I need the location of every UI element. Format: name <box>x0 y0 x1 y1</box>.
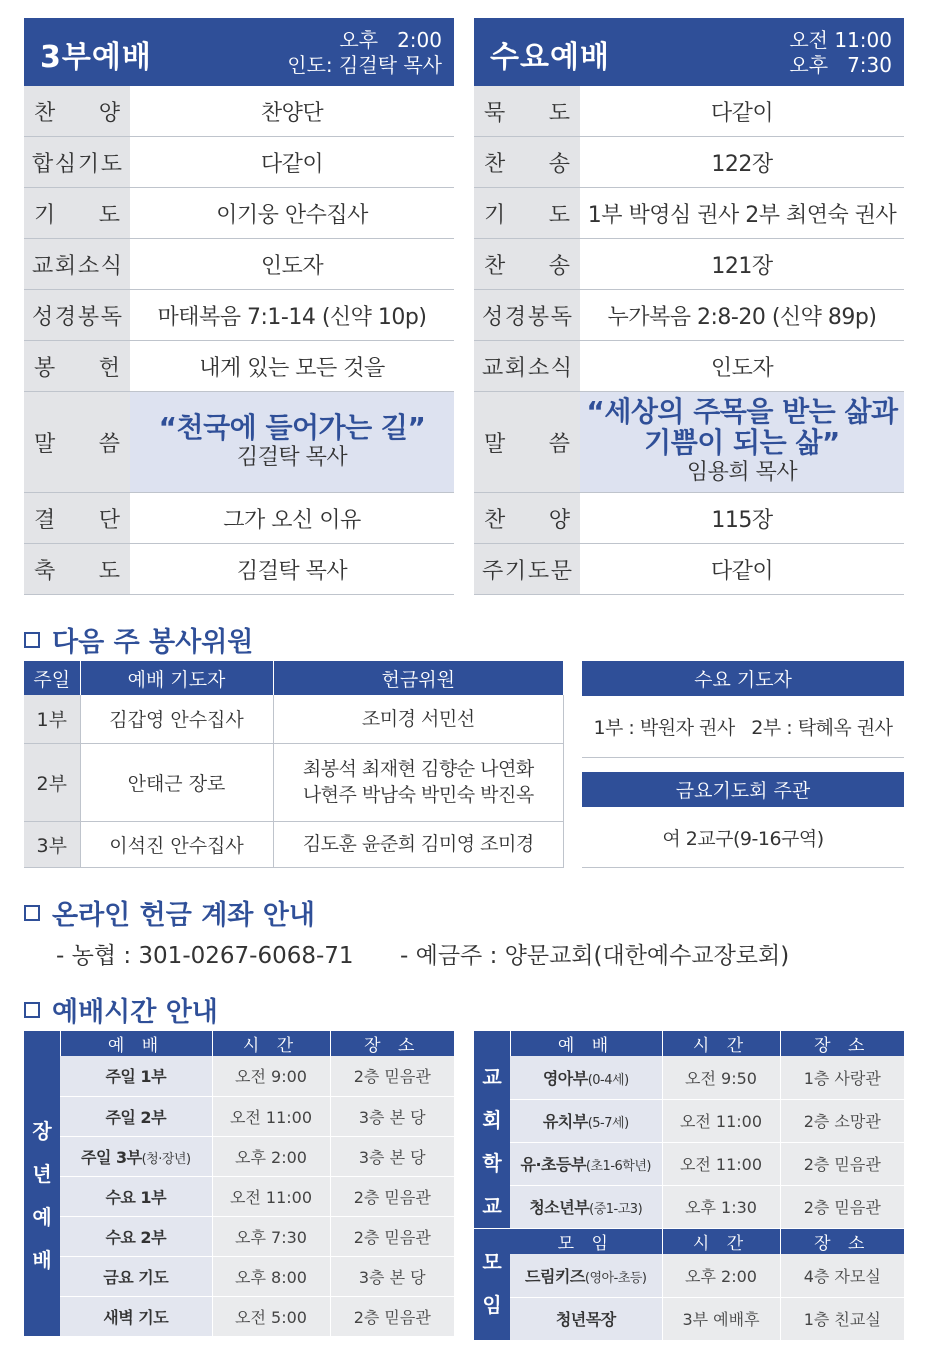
label-char: 찬 <box>484 507 506 533</box>
vertical-char: 임 <box>482 1293 502 1318</box>
vertical-char: 교 <box>482 1194 502 1218</box>
service3-header <box>24 18 454 86</box>
time-cell: 오후 7:30 <box>212 1216 330 1256</box>
row-value: 115장 <box>711 507 773 533</box>
row-label <box>474 137 580 187</box>
service-row <box>474 137 904 188</box>
label-char: 도 <box>98 558 120 584</box>
time-cell: 오전 11:00 <box>212 1096 330 1136</box>
group-label <box>474 1229 510 1341</box>
sermon-preacher: 임용희 목사 <box>686 460 798 485</box>
online-heading-text: 온라인 헌금 계좌 안내 <box>52 900 315 931</box>
schedule-heading <box>24 990 218 1029</box>
place-cell: 2층 믿음관 <box>330 1296 455 1336</box>
service-name-text: 금요 기도 <box>103 1267 169 1287</box>
friday-box <box>582 772 904 868</box>
part-cell: 2부 <box>24 743 80 821</box>
table-row <box>24 821 564 867</box>
service-name-sub: (청·장년) <box>141 1151 191 1167</box>
label-char: 심 <box>54 151 77 177</box>
label-char: 도 <box>98 202 120 228</box>
label-char: 송 <box>548 253 570 279</box>
time-cell: 오전 5:00 <box>212 1296 330 1336</box>
row-label <box>474 493 580 543</box>
row-label <box>474 341 580 391</box>
wednesday-meta: 오전 11:00 오후 7:30 <box>789 28 892 77</box>
service-name-sub: (초1-6학년) <box>585 1159 651 1175</box>
group-col: 장 소 <box>780 1229 905 1255</box>
vertical-char: 배 <box>32 1247 52 1272</box>
service-row <box>24 188 454 239</box>
table-row <box>24 1096 455 1136</box>
label-char: 기 <box>34 202 56 228</box>
table-row <box>24 743 564 821</box>
wednesday-panel <box>474 18 904 595</box>
wed-prayer-box <box>582 661 904 758</box>
label-char: 도 <box>548 100 570 126</box>
row-value: 김걸탁 목사 <box>236 558 348 584</box>
label-char: 찬 <box>484 253 506 279</box>
label-char: 축 <box>34 558 56 584</box>
service-name-text: 드림키즈 <box>525 1266 585 1286</box>
service-name <box>60 1216 212 1256</box>
label-char: 결 <box>34 507 56 533</box>
service-name-sub: (0-4세) <box>587 1072 629 1088</box>
prayer-cell: 안태근 장로 <box>80 743 273 821</box>
label-char: 씀 <box>548 431 570 457</box>
label-char: 경 <box>504 304 527 330</box>
label-char: 소 <box>77 253 100 279</box>
service-row <box>24 544 454 595</box>
offering-cell: 최봉석 최재현 김향순 나연화 나현주 박남숙 박민숙 박진옥 <box>273 743 564 821</box>
label-char: 경 <box>54 304 77 330</box>
row-value: 121장 <box>711 253 773 279</box>
label-char: 기 <box>484 202 506 228</box>
time-cell: 3부 예배후 <box>662 1297 780 1340</box>
row-label <box>474 188 580 238</box>
service-name <box>510 1185 662 1228</box>
schedule-heading-text: 예배시간 안내 <box>52 997 218 1028</box>
row-label <box>474 86 580 136</box>
place-cell: 2층 믿음관 <box>780 1142 905 1185</box>
service-name-text: 주일 1부 <box>105 1067 167 1087</box>
time-cell: 오전 11:00 <box>662 1099 780 1142</box>
row-value: 이기웅 안수집사 <box>216 202 368 228</box>
row-label <box>24 544 130 594</box>
online-heading <box>24 893 315 932</box>
service-row <box>474 493 904 544</box>
group-col: 모 임 <box>510 1229 662 1255</box>
service-row <box>24 392 454 493</box>
service-row <box>24 86 454 137</box>
service-name-text: 유·초등부 <box>520 1155 586 1175</box>
label-char: 찬 <box>34 100 56 126</box>
service-name <box>510 1297 662 1340</box>
service-row <box>474 392 904 493</box>
label-char: 양 <box>98 100 120 126</box>
sermon-preacher: 김걸탁 목사 <box>236 444 348 470</box>
vertical-char: 교 <box>482 1065 502 1089</box>
row-value: 다같이 <box>260 151 324 177</box>
col-prayer: 예배 기도자 <box>80 661 273 695</box>
row-label <box>24 188 130 238</box>
service-name-text: 새벽 기도 <box>103 1307 169 1327</box>
place-cell: 2층 소망관 <box>780 1099 905 1142</box>
service-name-text: 청년목장 <box>555 1310 616 1329</box>
service-name <box>60 1056 212 1096</box>
row-value: 1부 박영심 권사 2부 최연숙 권사 <box>587 202 897 228</box>
row-value: 누가복음 2:8-20 (신약 89p) <box>607 304 877 330</box>
school-corner <box>474 1031 510 1056</box>
time-cell: 오후 1:30 <box>662 1185 780 1228</box>
label-char: 교 <box>482 355 504 381</box>
label-char: 씀 <box>98 431 120 457</box>
table-row <box>24 1296 455 1336</box>
service-name-text: 영아부 <box>542 1068 588 1088</box>
row-label <box>24 290 130 340</box>
service-name-text: 수요 2부 <box>105 1227 167 1247</box>
label-char: 봉 <box>77 304 100 330</box>
table-row <box>24 695 564 743</box>
school-schedule-table <box>474 1031 905 1341</box>
vertical-char: 학 <box>482 1151 502 1175</box>
service-name-sub: (5-7세) <box>587 1116 629 1132</box>
table-row <box>474 1185 905 1228</box>
service-row <box>474 86 904 137</box>
row-label <box>24 493 130 543</box>
label-char: 회 <box>54 253 77 279</box>
offering-cell: 조미경 서민선 <box>273 695 564 743</box>
row-value: 내게 있는 모든 것을 <box>199 355 385 381</box>
service-row <box>474 290 904 341</box>
friday-value: 여 2교구(9-16구역) <box>582 807 904 868</box>
row-label <box>24 392 130 492</box>
table-row <box>24 1256 455 1296</box>
sermon-title: “세상의 주목을 받는 삶과 기쁨이 되는 삶” <box>586 395 898 459</box>
service-name <box>510 1056 662 1099</box>
row-label <box>24 341 130 391</box>
sermon-title: “천국에 들어가는 길” <box>158 410 426 444</box>
label-char: 기 <box>504 558 527 584</box>
wednesday-rows <box>474 86 904 595</box>
service-name <box>510 1099 662 1142</box>
adult-label <box>24 1056 60 1336</box>
prayer-cell: 이석진 안수집사 <box>80 821 273 867</box>
row-label <box>24 86 130 136</box>
table-row <box>474 1142 905 1185</box>
volunteers-heading-text: 다음 주 봉사위원 <box>52 627 254 658</box>
label-char: 식 <box>100 253 122 279</box>
service-row <box>474 544 904 595</box>
row-label <box>24 239 130 289</box>
wednesday-header <box>474 18 904 86</box>
service-name <box>60 1256 212 1296</box>
col-offering: 헌금위원 <box>273 661 564 695</box>
label-char: 주 <box>482 558 504 584</box>
school-label <box>474 1056 510 1229</box>
service-name <box>510 1142 662 1185</box>
col-service: 예 배 <box>60 1031 212 1056</box>
row-value: 찬양단 <box>260 100 324 126</box>
col-part: 주일 <box>24 661 80 695</box>
col-service: 예 배 <box>510 1031 662 1056</box>
row-value: 마태복음 7:1-14 (신약 10p) <box>157 304 427 330</box>
vertical-char: 년 <box>32 1161 52 1186</box>
label-char: 도 <box>100 151 122 177</box>
table-row <box>24 1216 455 1256</box>
label-char: 독 <box>100 304 122 330</box>
time-cell: 오후 8:00 <box>212 1256 330 1296</box>
sermon-cell <box>580 392 904 492</box>
service3-meta: 오후 2:00 인도: 김걸탁 목사 <box>287 28 442 77</box>
square-bullet-icon <box>24 905 40 921</box>
service-name-text: 청소년부 <box>529 1198 590 1218</box>
vertical-char: 모 <box>482 1250 502 1275</box>
account-holder: - 예금주 : 양문교회(대한예수교장로회) <box>400 943 790 969</box>
service-row <box>474 239 904 290</box>
table-row <box>474 1254 905 1297</box>
table-row <box>474 1099 905 1142</box>
vertical-char: 장 <box>32 1118 52 1143</box>
row-value: 인도자 <box>710 355 774 381</box>
service-name <box>60 1176 212 1216</box>
place-cell: 3층 본 당 <box>330 1136 455 1176</box>
square-bullet-icon <box>24 1002 40 1018</box>
col-time: 시 간 <box>662 1031 780 1056</box>
sermon-cell <box>130 392 454 492</box>
place-cell: 2층 믿음관 <box>330 1176 455 1216</box>
table-row <box>474 1056 905 1099</box>
service-name <box>60 1296 212 1336</box>
service-name-text: 수요 1부 <box>105 1187 167 1207</box>
offering-cell: 김도훈 윤준희 김미영 조미경 <box>273 821 564 867</box>
place-cell: 3층 본 당 <box>330 1256 455 1296</box>
service-name <box>510 1254 662 1297</box>
place-cell: 3층 본 당 <box>330 1096 455 1136</box>
service-name <box>60 1136 212 1176</box>
label-char: 봉 <box>34 355 56 381</box>
prayer-cell: 김갑영 안수집사 <box>80 695 273 743</box>
label-char: 성 <box>482 304 504 330</box>
service-name-sub: (중1-고3) <box>589 1202 643 1218</box>
label-char: 묵 <box>484 100 506 126</box>
label-char: 도 <box>527 558 550 584</box>
col-time: 시 간 <box>212 1031 330 1056</box>
label-char: 소 <box>527 355 550 381</box>
service3-title: 3부예배 <box>40 40 152 75</box>
label-char: 송 <box>548 151 570 177</box>
row-label <box>24 137 130 187</box>
service-name-text: 유치부 <box>542 1112 588 1132</box>
service-name-text: 주일 3부 <box>80 1147 142 1167</box>
label-char: 헌 <box>98 355 120 381</box>
row-value: 다같이 <box>710 558 774 584</box>
label-char: 회 <box>504 355 527 381</box>
row-label <box>474 392 580 492</box>
wednesday-title: 수요예배 <box>490 40 610 75</box>
place-cell: 2층 믿음관 <box>330 1216 455 1256</box>
label-char: 찬 <box>484 151 506 177</box>
time-cell: 오전 11:00 <box>212 1176 330 1216</box>
label-char: 기 <box>77 151 100 177</box>
vertical-char: 예 <box>32 1204 52 1229</box>
vertical-char: 회 <box>482 1108 502 1132</box>
service-name-text: 주일 2부 <box>105 1107 167 1127</box>
row-value: 그가 오신 이유 <box>223 507 361 533</box>
time-cell: 오전 11:00 <box>662 1142 780 1185</box>
time-cell: 오후 2:00 <box>212 1136 330 1176</box>
row-label <box>474 544 580 594</box>
group-header-row <box>474 1229 905 1255</box>
place-cell: 2층 믿음관 <box>780 1185 905 1228</box>
service3-rows <box>24 86 454 595</box>
place-cell: 1층 친교실 <box>780 1297 905 1340</box>
label-char: 교 <box>32 253 54 279</box>
table-row <box>24 1176 455 1216</box>
table-row <box>474 1297 905 1340</box>
service-name <box>60 1096 212 1136</box>
label-char: 양 <box>548 507 570 533</box>
service-row <box>24 341 454 392</box>
place-cell: 2층 믿음관 <box>330 1056 455 1096</box>
row-label <box>474 290 580 340</box>
service-row <box>24 493 454 544</box>
service-row <box>24 290 454 341</box>
wed-prayer-title: 수요 기도자 <box>582 661 904 696</box>
place-cell: 1층 사랑관 <box>780 1056 905 1099</box>
volunteers-table <box>24 661 564 868</box>
service-row <box>474 188 904 239</box>
label-char: 봉 <box>527 304 550 330</box>
row-value: 인도자 <box>260 253 324 279</box>
wed-prayer-value: 1부 : 박원자 권사 2부 : 탁혜옥 권사 <box>582 696 904 758</box>
label-char: 문 <box>550 558 572 584</box>
label-char: 말 <box>34 431 56 457</box>
label-char: 단 <box>98 507 120 533</box>
table-row <box>24 1056 455 1096</box>
label-char: 식 <box>550 355 572 381</box>
adult-schedule-table <box>24 1031 455 1337</box>
volunteers-heading <box>24 620 253 659</box>
place-cell: 4층 자모실 <box>780 1254 905 1297</box>
square-bullet-icon <box>24 632 40 648</box>
time-cell: 오전 9:00 <box>212 1056 330 1096</box>
service-row <box>24 239 454 290</box>
service-row <box>474 341 904 392</box>
part-cell: 3부 <box>24 821 80 867</box>
time-cell: 오후 2:00 <box>662 1254 780 1297</box>
label-char: 독 <box>550 304 572 330</box>
row-value: 다같이 <box>710 100 774 126</box>
adult-corner <box>24 1031 60 1056</box>
group-col: 시 간 <box>662 1229 780 1255</box>
friday-title: 금요기도회 주관 <box>582 772 904 807</box>
label-char: 도 <box>548 202 570 228</box>
label-char: 합 <box>32 151 54 177</box>
label-char: 성 <box>32 304 54 330</box>
bank-account: - 농협 : 301-0267-6068-71 <box>56 943 354 969</box>
col-place: 장 소 <box>330 1031 455 1056</box>
service-row <box>24 137 454 188</box>
service-name-sub: (영아-초등) <box>584 1270 647 1286</box>
table-row <box>24 1136 455 1176</box>
row-value: 122장 <box>711 151 773 177</box>
row-label <box>474 239 580 289</box>
service3-panel <box>24 18 454 595</box>
part-cell: 1부 <box>24 695 80 743</box>
col-place: 장 소 <box>780 1031 905 1056</box>
label-char: 말 <box>484 431 506 457</box>
time-cell: 오전 9:50 <box>662 1056 780 1099</box>
